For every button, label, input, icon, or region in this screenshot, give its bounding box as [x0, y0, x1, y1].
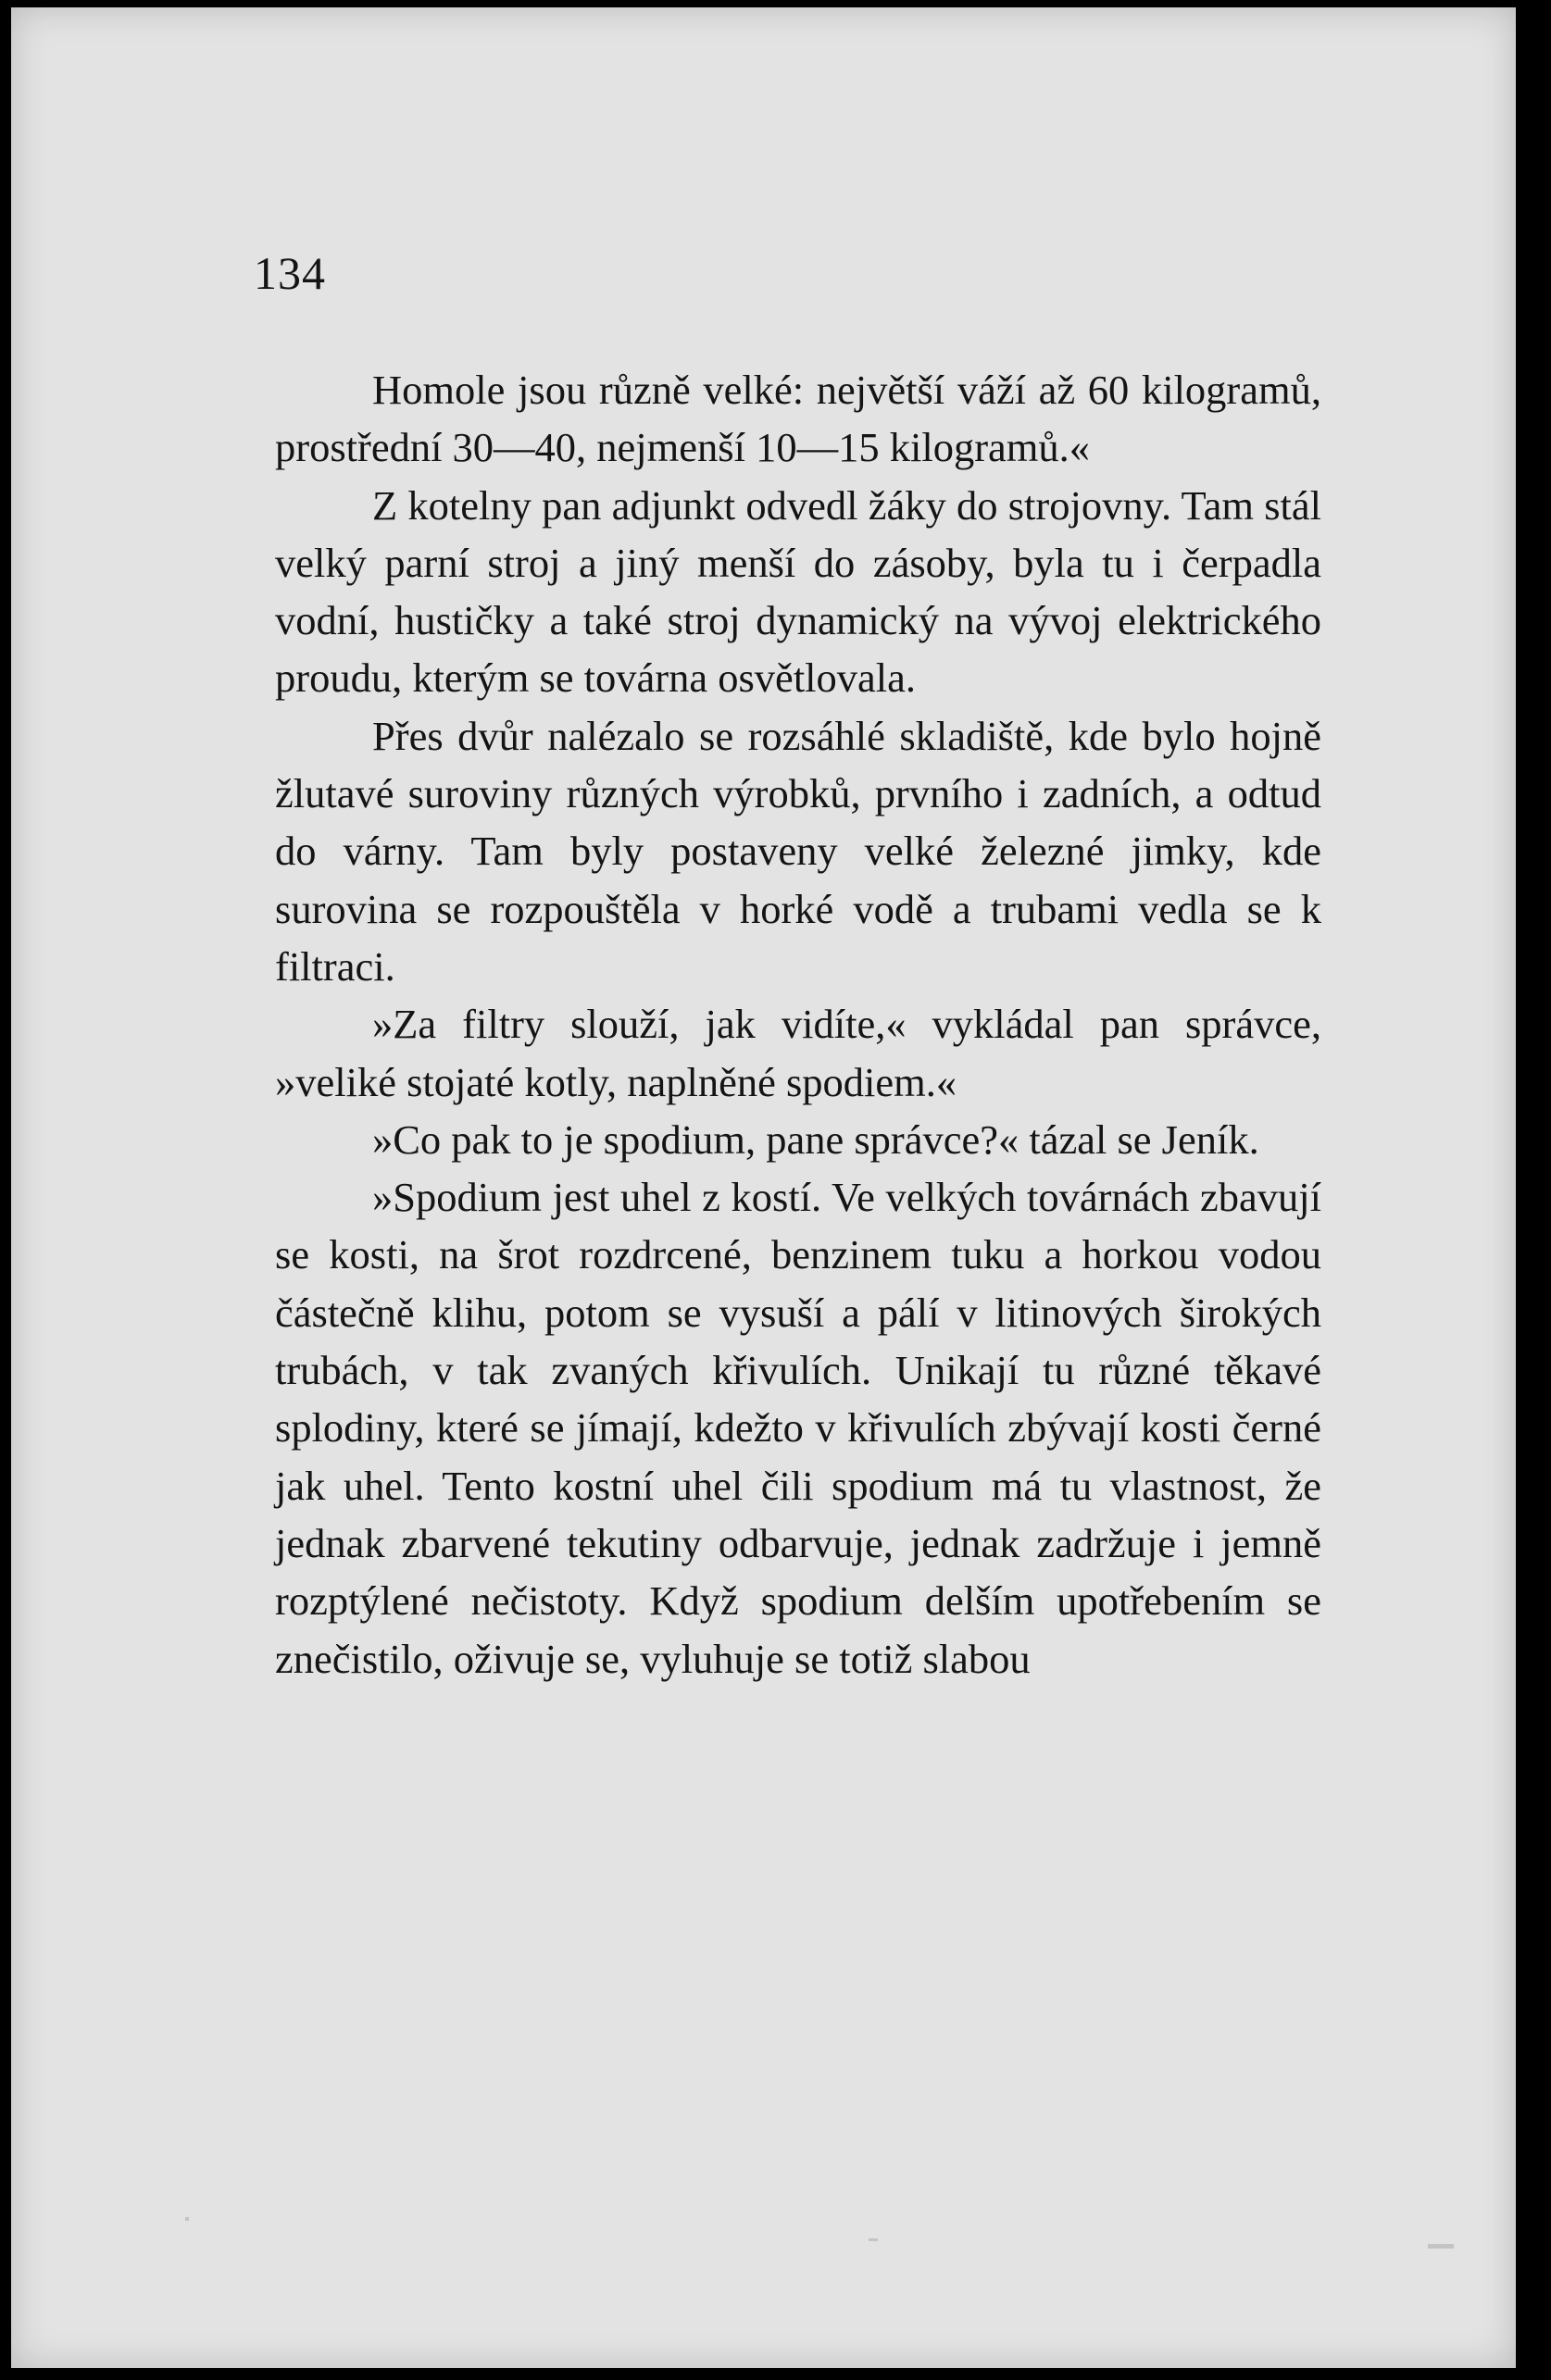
paragraph-2: Z kotelny pan adjunkt odvedl žáky do strojovny. Tam stál velký parní stroj a jiný menší do zásoby, byla tu i čerpadla vodní, hustičky a také stroj dynamický na vývoj elektrického proudu, kterým se továrna osvětlovala. [275, 481, 1321, 702]
scan-speck [185, 2217, 189, 2221]
page-text [275, 361, 1321, 1688]
paragraph-6: »Spodium jest uhel z kostí. Ve velkých továrnách zbavují se kosti, na šrot rozdrcené, benzinem tuku a horkou vodou částečně klihu, potom se vysuší a pálí v litinových širokých trubách, v tak zvaných křivulích. Unikají tu různé těkavé splodiny, které se jímají, kdežto v křivulích zbývají kosti černé jak uhel. Tento kostní uhel čili spodium má tu vlastnost, že jednak zbarvené tekutiny odbarvuje, jednak zadržuje i jemně rozptýlené nečistoty. Když spodium delším upotřebením se znečistilo, oživuje se, vyluhuje se totiž slabou [275, 1174, 1321, 1682]
paragraph-3: Přes dvůr nalézalo se rozsáhlé skladiště, kde bylo hojně žlutavé suroviny různých výrobků, prvního i zadních, a odtud do várny. Tam byly postaveny velké železné jimky, kde surovina se rozpouštěla v horké vodě a trubami vedla se k filtraci. [275, 712, 1321, 990]
paragraph-4: »Za filtry slouží, jak vidíte,« vykládal pan správce, »veliké stojaté kotly, naplněné spodiem.« [275, 1001, 1321, 1105]
page-number: 134 [254, 247, 326, 299]
scan-speck [1428, 2244, 1454, 2249]
scan-speck [869, 2238, 878, 2241]
paragraph-1: Homole jsou různě velké: největší váží až 60 kilogramů, prostřední 30—40, nejmenší 10—15 kilogramů.« [275, 367, 1321, 471]
paragraph-5: »Co pak to je spodium, pane správce?« tázal se Jeník. [372, 1115, 1259, 1163]
book-page [11, 7, 1516, 2368]
